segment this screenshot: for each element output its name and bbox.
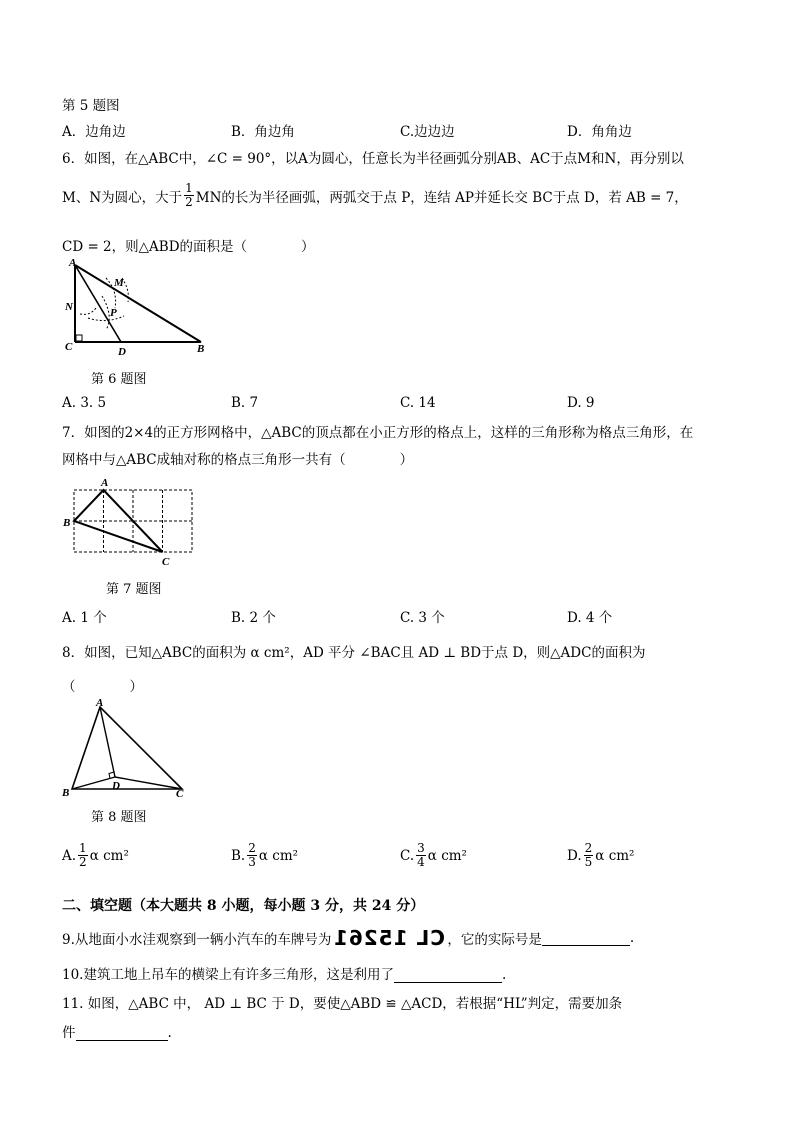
q6-option-b: B. 7 <box>231 395 259 411</box>
q8-option-d-suffix: α cm² <box>595 847 635 864</box>
q6-fraction <box>184 182 194 209</box>
q9-text-a: 9.从地面小水洼观察到一辆小汽车的车牌号为 <box>62 932 332 948</box>
q6-question-line1: 6．如图，在△ABC中，∠C = 90°，以A为圆心，任意长为半径画弧分别AB、AC于点M和N，再分别以 <box>62 151 684 167</box>
q8-line-bd <box>72 777 115 789</box>
q9-question <box>62 926 634 950</box>
q7-option-d: D. 4 个 <box>567 610 613 626</box>
q8-option-c <box>400 842 467 869</box>
q6-figure <box>58 256 208 358</box>
q7-question-line2: 网格中与△ABC成轴对称的格点三角形一共有（ ） <box>62 452 414 468</box>
q8-option-c-num: 3 <box>417 841 425 855</box>
q7-question-line1: 7．如图的2×4的正方形网格中，△ABC的顶点都在小正方形的格点上，这样的三角形称为格点三角形，在 <box>62 425 694 441</box>
q8-option-b-fraction <box>247 842 257 869</box>
q8-option-d <box>567 842 634 869</box>
q11-question-line1: 11. 如图，△ABC 中， AD ⊥ BC 于 D，要使△ABD ≌ △ACD，若根据“HL”判定，需要加条 <box>62 996 623 1012</box>
q8-line-ad <box>100 707 115 777</box>
q6-option-c: C. 14 <box>400 395 436 411</box>
q11-text: 件 <box>62 1025 76 1041</box>
q6-arc-n <box>80 308 96 314</box>
q6-label-a: A <box>69 257 77 269</box>
section2-heading: 二、填空题（本大题共 8 小题，每小题 3 分，共 24 分） <box>62 898 425 914</box>
q8-option-d-prefix: D. <box>567 847 582 864</box>
q7-caption: 第 7 题图 <box>106 582 162 597</box>
q11-question-line2 <box>62 1021 172 1041</box>
q11-answer-blank[interactable] <box>76 1026 168 1041</box>
q8-option-c-suffix: α cm² <box>427 847 467 864</box>
q7-label-a: A <box>101 477 109 489</box>
q10-question <box>62 963 506 983</box>
q8-option-c-den: 4 <box>417 855 425 869</box>
q6-label-p: P <box>110 307 117 319</box>
q6-label-d: D <box>118 346 126 358</box>
q8-option-b-prefix: B. <box>231 847 246 864</box>
q6-option-d: D. 9 <box>567 395 595 411</box>
q8-label-b: B <box>62 787 70 799</box>
q8-option-a <box>62 842 129 869</box>
q8-label-c: C <box>176 788 184 800</box>
q8-option-d-den: 5 <box>584 855 593 869</box>
q5-option-b: B．角边角 <box>231 124 295 140</box>
q9-text-b: ，它的实际号是 <box>447 932 542 948</box>
q8-option-c-fraction <box>416 842 426 869</box>
q8-option-a-suffix: α cm² <box>89 847 129 864</box>
q6-question-line3: CD = 2，则△ABD的面积是（ ） <box>62 239 315 255</box>
q5-caption: 第 5 题图 <box>62 98 120 114</box>
q5-option-d: D．角角边 <box>567 124 632 140</box>
q7-option-a: A. 1 个 <box>62 610 107 626</box>
q9-mirrored-plate: CL 15261 <box>333 926 446 950</box>
q10-answer-blank[interactable] <box>394 968 502 983</box>
q6-fraction-den: 2 <box>185 195 193 209</box>
q5-option-a: A．边角边 <box>62 124 126 140</box>
q8-option-b <box>231 842 298 869</box>
q8-option-d-num: 2 <box>584 841 593 855</box>
q6-label-m: M <box>114 277 124 289</box>
q9-end: . <box>629 930 635 946</box>
q8-question-line2: （ ） <box>62 679 143 695</box>
q6-text-b: MN的长为半径画弧，两弧交于点 P，连结 AP并延长交 BC于点 D，若 AB = 7， <box>195 189 688 206</box>
q7-label-b: B <box>63 517 71 529</box>
q8-option-a-fraction <box>78 842 88 869</box>
q8-option-a-den: 2 <box>79 855 87 869</box>
q6-label-c: C <box>65 341 73 353</box>
q6-text-a: M、N为圆心，大于 <box>62 189 183 206</box>
q10-text: 10.建筑工地上吊车的横梁上有许多三角形，这是利用了 <box>62 967 394 983</box>
q8-caption: 第 8 题图 <box>91 810 147 825</box>
q5-option-c: C.边边边 <box>400 124 455 140</box>
q8-option-a-prefix: A. <box>62 847 77 864</box>
q11-end: . <box>167 1025 172 1041</box>
q6-right-angle-mark <box>76 335 82 341</box>
q9-answer-blank[interactable] <box>542 931 630 946</box>
q8-option-b-num: 2 <box>248 841 256 855</box>
q8-option-b-suffix: α cm² <box>258 847 299 864</box>
q8-triangle-abc <box>72 707 182 789</box>
q7-option-c: C. 3 个 <box>400 610 445 626</box>
q8-label-a: A <box>96 697 104 709</box>
q8-option-d-fraction <box>584 842 594 869</box>
q8-option-c-prefix: C. <box>400 847 415 864</box>
q6-side-ab <box>75 265 201 342</box>
q10-end: . <box>501 967 507 983</box>
q8-option-a-num: 1 <box>79 841 87 855</box>
q8-figure <box>60 697 195 802</box>
q6-label-n: N <box>65 301 73 313</box>
q7-label-c: C <box>162 556 170 568</box>
q8-label-d: D <box>112 780 120 792</box>
q7-option-b: B. 2 个 <box>231 610 276 626</box>
q6-caption: 第 6 题图 <box>91 372 147 387</box>
q7-figure <box>60 474 200 570</box>
q8-question-line1: 8．如图，已知△ABC的面积为 α cm²，AD 平分 ∠BAC且 AD ⊥ BD于点 D，则△ADC的面积为 <box>62 645 646 661</box>
q6-question-line2 <box>62 182 688 209</box>
q6-label-b: B <box>197 343 205 355</box>
q8-option-b-den: 3 <box>248 855 256 869</box>
q6-option-a: A. 3. 5 <box>62 395 107 411</box>
q6-fraction-num: 1 <box>185 181 193 195</box>
